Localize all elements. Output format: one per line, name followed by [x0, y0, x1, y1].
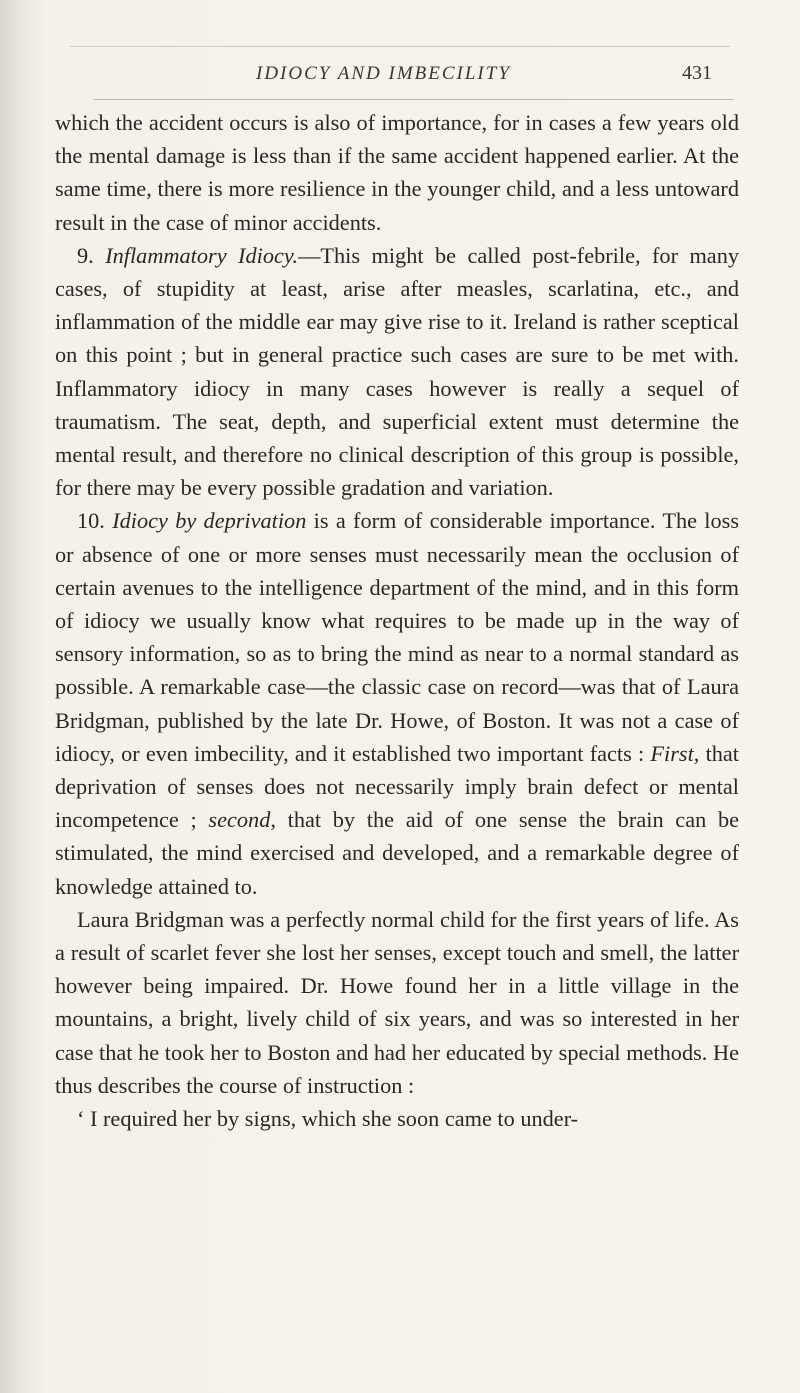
section-heading: Idiocy by deprivation — [112, 508, 307, 534]
emphasis-first: First, — [650, 740, 700, 766]
paragraph-text: —This might be called post-febrile, for many cases, of stupidity at least, arise after measles, scarlatina, etc., and inflammation of the middle ear may give rise to it. Ireland is rather sceptical on this point ; but in general practice such cases are sure to be met with. Inflammatory idiocy in many cases however is really a sequel of traumatism. The seat, depth, and superficial extent must determine the mental result, and therefore no clinical description of this group is possible, for there may be every possible gradation and variation. — [55, 242, 739, 501]
paragraph-text: ‘ I required her by signs, which she soon came to under- — [77, 1106, 579, 1132]
running-head: IDIOCY AND IMBECILITY — [256, 63, 511, 84]
paragraph-continuation — [55, 106, 739, 239]
paragraph-text: Laura Bridgman was a perfectly normal child for the first years of life. As a result of scarlet fever she lost her senses, except touch and smell, the latter however being impaired. Dr. Howe found her in a little village in the mountains, a bright, lively child of six years, and was so interested in her case that he took her to Boston and had her educated by special methods. He thus describes the course of instruction : — [55, 906, 739, 1098]
paragraph-laura-bridgman — [55, 903, 739, 1102]
body-text — [55, 106, 739, 1135]
emphasis-second: second, — [208, 807, 276, 833]
paragraph-text: is a form of considerable importance. The loss or absence of one or more senses must necessarily mean the occlusion of certain avenues to the intelligence department of the mind, and in this form of idiocy we usually know what requires to be made up in the way of sensory information, so as to bring the mind as near to a normal standard as possible. A remarkable case—the classic case on record—was that of Laura Bridgman, published by the late Dr. Howe, of Boston. It was not a case of idiocy, or even imbecility, and it established two important facts : — [55, 508, 739, 766]
paragraph-inflammatory-idiocy — [55, 239, 739, 505]
section-number: 9. — [77, 242, 94, 268]
paragraph-idiocy-by-deprivation — [55, 504, 739, 902]
paragraph-text: that deprivation of senses does not necessarily imply brain defect or mental incompetence ; — [55, 740, 739, 833]
paragraph-text: which the accident occurs is also of importance, for in cases a few years old the mental damage is less than if the same accident happened earlier. At the same time, there is more resilience in the younger child, and a less untoward result in the case of minor accidents. — [55, 110, 739, 235]
section-heading: Inflammatory Idiocy. — [105, 242, 299, 268]
header-rule — [94, 99, 734, 100]
paragraph-text: that by the aid of one sense the brain can be stimulated, the mind exercised and developed, and a remarkable degree of knowledge attained to. — [55, 807, 739, 899]
top-edge-rule — [70, 46, 730, 47]
page-number: 431 — [682, 62, 712, 84]
section-number: 10. — [77, 508, 105, 534]
paragraph-quotation — [55, 1102, 739, 1135]
